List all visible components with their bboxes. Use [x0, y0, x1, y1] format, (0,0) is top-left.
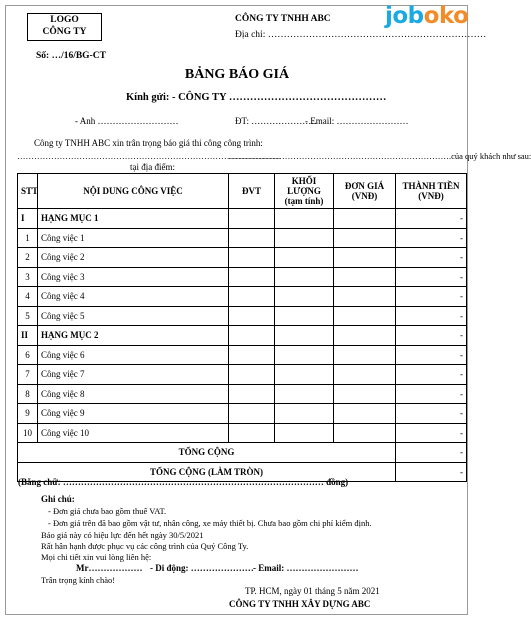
table-row — [18, 384, 467, 404]
row-price — [334, 209, 396, 229]
row-unit — [229, 267, 275, 287]
header-quantity: KHỐI LƯỢNG (tạm tính) — [275, 174, 334, 209]
table-row — [18, 267, 467, 287]
row-total: - — [396, 365, 467, 385]
row-unit — [229, 404, 275, 424]
service-note: Rất hân hạnh được phục vụ các công trình của Quý Công Ty. — [41, 541, 249, 551]
row-unit — [229, 345, 275, 365]
row-price — [334, 326, 396, 346]
row-price — [334, 365, 396, 385]
row-stt: 3 — [18, 267, 38, 287]
row-stt: 4 — [18, 287, 38, 307]
company-address: Địa chỉ: …………………………………………………………… — [235, 30, 487, 40]
table-row — [18, 404, 467, 424]
row-unit — [229, 248, 275, 268]
note-item: - Đơn giá trên đã bao gồm vật tư, nhân công, xe máy thiết bị. Chưa bao gồm chi phí kiểm định. — [48, 518, 372, 528]
row-content: Công việc 10 — [38, 423, 229, 443]
row-stt: 8 — [18, 384, 38, 404]
row-content: Công việc 6 — [38, 345, 229, 365]
table-row — [18, 365, 467, 385]
row-unit — [229, 209, 275, 229]
row-price — [334, 384, 396, 404]
quotation-table — [17, 173, 467, 482]
row-price — [334, 248, 396, 268]
row-quantity — [275, 423, 334, 443]
row-quantity — [275, 365, 334, 385]
total-rounded-label: TỔNG CỘNG (LÀM TRÒN) — [18, 462, 396, 482]
amount-in-words: (Bằng chữ: …………………………………………………………………………… đồng) — [18, 477, 349, 487]
row-content: Công việc 9 — [38, 404, 229, 424]
row-total: - — [396, 228, 467, 248]
row-price — [334, 306, 396, 326]
header-total: THÀNH TIỀN (VNĐ) — [396, 174, 467, 209]
joboko-brand-logo: joboko — [385, 3, 469, 29]
row-unit — [229, 326, 275, 346]
row-stt: 5 — [18, 306, 38, 326]
row-stt: 7 — [18, 365, 38, 385]
total-label: TỔNG CỘNG — [18, 443, 396, 463]
row-content: HẠNG MỤC 2 — [38, 326, 229, 346]
table-row — [18, 306, 467, 326]
row-total: - — [396, 345, 467, 365]
signature-company: CÔNG TY TNHH XÂY DỰNG ABC — [229, 599, 371, 609]
row-total: - — [396, 209, 467, 229]
total-rounded-value: - — [396, 462, 467, 482]
notes-title: Ghi chú: — [41, 494, 75, 504]
header-content: NỘI DUNG CÔNG VIỆC — [38, 174, 229, 209]
row-price — [334, 267, 396, 287]
row-price — [334, 345, 396, 365]
header-stt: STT — [18, 174, 38, 209]
logo-label: LOGO — [50, 15, 79, 25]
row-total: - — [396, 404, 467, 424]
table-row — [18, 228, 467, 248]
row-stt: 2 — [18, 248, 38, 268]
row-stt: 9 — [18, 404, 38, 424]
row-quantity — [275, 287, 334, 307]
document-number: Số: …/16/BG-CT — [36, 51, 106, 61]
row-quantity — [275, 404, 334, 424]
row-content: Công việc 4 — [38, 287, 229, 307]
validity-note: Báo giá này có hiệu lực đến hết ngày 30/5/2021 — [41, 530, 204, 540]
row-quantity — [275, 326, 334, 346]
note-item: - Đơn giá chưa bao gồm thuế VAT. — [48, 506, 167, 516]
header-price: ĐƠN GIÁ (VNĐ) — [334, 174, 396, 209]
header-unit: ĐVT — [229, 174, 275, 209]
contact-note: Mọi chi tiết xin vui lòng liên hệ: — [41, 552, 152, 562]
row-unit — [229, 306, 275, 326]
row-content: Công việc 2 — [38, 248, 229, 268]
page-title: BẢNG BÁO GIÁ — [184, 67, 290, 82]
row-quantity — [275, 384, 334, 404]
signature-date: TP. HCM, ngày 01 tháng 5 năm 2021 — [245, 586, 380, 596]
intro-dots-right: …………………………………………………………………….của quý khách như sau: — [228, 151, 531, 161]
row-unit — [229, 228, 275, 248]
company-logo-box — [27, 13, 102, 41]
row-total: - — [396, 248, 467, 268]
contact-email-footer: - Email: …………………… — [253, 563, 359, 573]
row-content: HẠNG MỤC 1 — [38, 209, 229, 229]
contact-mr: Mr……………… — [76, 563, 143, 573]
row-quantity — [275, 248, 334, 268]
row-unit — [229, 365, 275, 385]
row-stt: 10 — [18, 423, 38, 443]
row-unit — [229, 287, 275, 307]
row-total: - — [396, 384, 467, 404]
intro-text: Công ty TNHH ABC xin trân trọng báo giá thi công công trình: — [34, 138, 263, 148]
row-price — [334, 423, 396, 443]
total-row — [18, 443, 467, 463]
table-row — [18, 248, 467, 268]
row-quantity — [275, 306, 334, 326]
row-quantity — [275, 267, 334, 287]
row-content: Công việc 7 — [38, 365, 229, 385]
contact-email: - Email: …………………… — [305, 116, 409, 126]
row-total: - — [396, 287, 467, 307]
row-quantity — [275, 345, 334, 365]
group-row — [18, 326, 467, 346]
contact-person: - Anh ……………………… — [75, 116, 179, 126]
table-header-row — [18, 174, 467, 209]
row-unit — [229, 423, 275, 443]
table-row — [18, 345, 467, 365]
total-value: - — [396, 443, 467, 463]
table-row — [18, 287, 467, 307]
row-price — [334, 228, 396, 248]
table-row — [18, 423, 467, 443]
row-price — [334, 287, 396, 307]
intro-dots-left: ………………………………………………………………………………… — [17, 151, 281, 161]
row-content: Công việc 5 — [38, 306, 229, 326]
group-row — [18, 209, 467, 229]
row-stt: II — [18, 326, 38, 346]
row-stt: 6 — [18, 345, 38, 365]
company-name: CÔNG TY TNHH ABC — [235, 14, 331, 24]
closing-greeting: Trân trọng kính chào! — [41, 575, 116, 585]
row-total: - — [396, 306, 467, 326]
row-content: Công việc 8 — [38, 384, 229, 404]
row-stt: 1 — [18, 228, 38, 248]
row-stt: I — [18, 209, 38, 229]
contact-mobile: - Di động: ………………… — [150, 563, 254, 573]
row-total: - — [396, 423, 467, 443]
row-unit — [229, 384, 275, 404]
recipient-line: Kính gửi: - CÔNG TY ……………………………………… — [126, 92, 387, 103]
intro-place-label: tại địa điểm: — [130, 162, 175, 172]
row-quantity — [275, 209, 334, 229]
contact-phone: ĐT: …………………. — [235, 116, 317, 126]
row-quantity — [275, 228, 334, 248]
row-total: - — [396, 267, 467, 287]
row-price — [334, 404, 396, 424]
logo-company-label: CÔNG TY — [42, 27, 87, 37]
row-content: Công việc 1 — [38, 228, 229, 248]
row-total: - — [396, 326, 467, 346]
row-content: Công việc 3 — [38, 267, 229, 287]
